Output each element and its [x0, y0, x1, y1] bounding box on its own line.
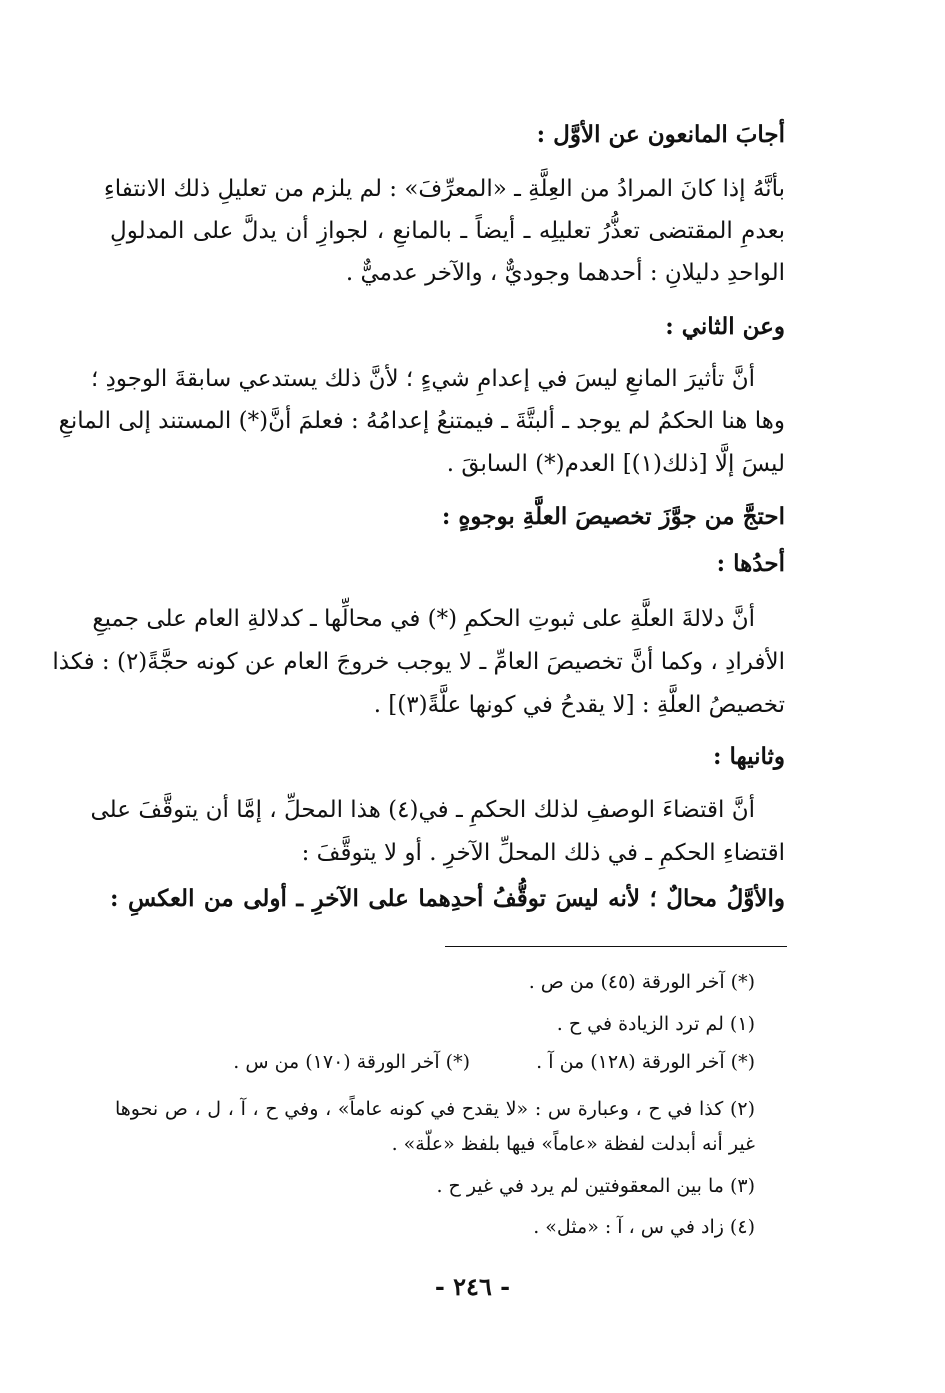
heading-second-answer: وعن الثاني : — [665, 313, 785, 340]
footnote-4: (٤) زاد في س ، آ : «مثل» . — [533, 1216, 755, 1238]
body-line: تخصيصُ العلَّةِ : [لا يقدحُ في كونها علَّةً(٣)] . — [373, 692, 785, 718]
body-line: اقتضاءِ الحكمِ ـ في ذلك المحلِّ الآخرِ . أو لا يتوقَّفَ : — [301, 840, 785, 866]
footnote-3: (٣) ما بين المعقوفتين لم يرد في غير ح . — [436, 1175, 755, 1197]
footnote-1: (١) لم ترد الزيادة في ح . — [556, 1013, 755, 1035]
heading-first-answer: أجابَ المانعون عن الأوَّل : — [536, 121, 785, 148]
page-number: - ٢٤٦ - — [434, 1272, 511, 1301]
body-line: الواحدِ دليلانِ : أحدهما وجوديٌّ ، والآخر عدميٌّ . — [345, 260, 785, 286]
body-line: وها هنا الحكمُ لم يوجد ـ ألبتَّةَ ـ فيمتنعُ إعدامُهُ : فعلمَ أنَّ(*) المستند إلى المانعِ — [58, 408, 785, 434]
body-line: الأفرادِ ، وكما أنَّ تخصيصَ العامِّ ـ لا يوجب خروجَ العام عن كونه حجَّةً(٢) : فكذا — [52, 649, 785, 675]
footnote-divider — [445, 946, 787, 947]
subheading-first: أحدُها : — [716, 550, 785, 577]
footnote-star-3: (*) آخر الورقة (١٧٠) من س . — [233, 1051, 470, 1073]
section-heading: احتجَّ من جوَّزَ تخصيصَ العلَّةِ بوجوهٍ : — [441, 503, 785, 530]
body-line: ليسَ إلَّا [ذلك(١)] العدم(*) السابقَ . — [446, 451, 785, 477]
footnote-star-1: (*) آخر الورقة (٤٥) من ص . — [528, 971, 755, 993]
body-line: أنَّ تأثيرَ المانعِ ليسَ في إعدامِ شيءٍ ؛ لأنَّ ذلك يستدعي سابقةَ الوجودِ ؛ — [91, 366, 755, 392]
footnote-2: (٢) كذا في ح ، وعبارة س : «لا يقدح في كونه عاماً» ، وفي ح ، آ ، ل ، ص نحوها غير أنه أبدلت لفظة «عاماً» فيها بلفظ «علّة» . — [115, 1098, 755, 1155]
body-line: والأوَّلُ محالٌ ؛ لأنه ليسَ توقُّفُ أحدِهما على الآخرِ ـ أولى من العكسِ : — [110, 885, 785, 912]
body-line: بعدمِ المقتضى تعذُّرُ تعليلِه ـ أيضاً ـ بالمانعِ ، لجوازِ أن يدلَّ على المدلولِ — [110, 218, 785, 244]
body-line: أنَّ اقتضاءَ الوصفِ لذلك الحكمِ ـ في(٤) هذا المحلِّ ، إمَّا أن يتوقَّفَ على — [90, 797, 755, 823]
body-line: أنَّ دلالةَ العلَّةِ على ثبوتِ الحكمِ (*) في محالِّها ـ كدلالةِ العام على جميعِ — [92, 606, 755, 632]
footnote-star-2: (*) آخر الورقة (١٢٨) من آ . — [536, 1051, 755, 1073]
body-line: بأنَّهُ إذا كانَ المرادُ من العِلَّةِ ـ «المعرِّفَ» : لم يلزم من تعليلِ ذلك الانتفاءِ — [103, 176, 785, 202]
subheading-second: وثانيها : — [713, 743, 785, 770]
